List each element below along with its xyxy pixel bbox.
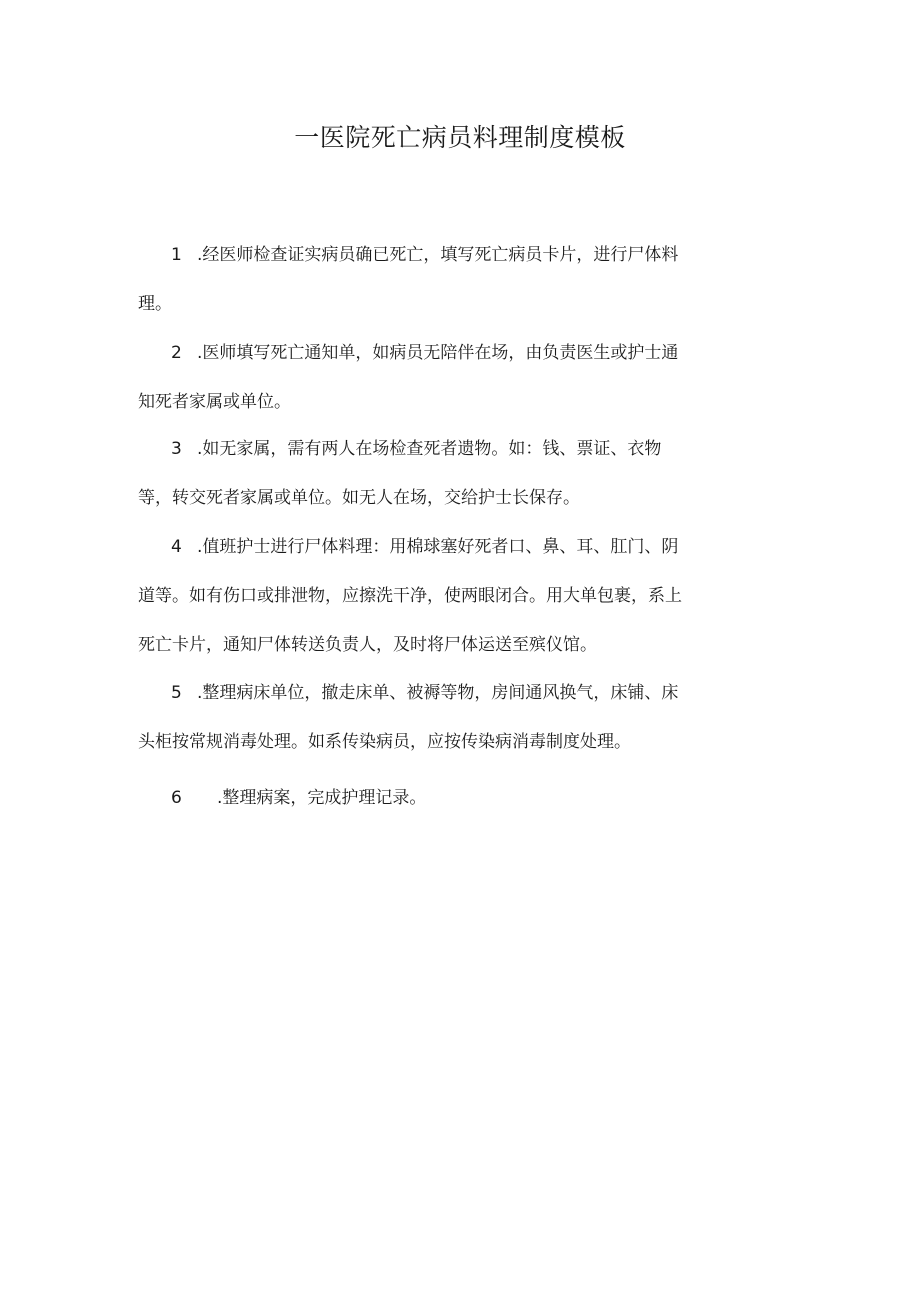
rule-item-line	[138, 523, 783, 572]
rule-item-line	[138, 774, 783, 823]
rule-item-line	[138, 425, 783, 474]
rule-item-text: .整理病案，完成护理记录。	[217, 788, 427, 808]
rule-item-number: 3	[171, 439, 182, 459]
rule-item-line	[138, 669, 783, 718]
rule-item-number: 2	[171, 343, 182, 363]
rule-item-line: 理。	[138, 294, 172, 314]
rule-item-line: 死亡卡片，通知尸体转送负责人，及时将尸体运送至殡仪馆。	[138, 635, 597, 655]
rule-item-2	[138, 329, 783, 427]
document-title: 一医院死亡病员料理制度模板	[294, 123, 626, 152]
rule-item-5	[138, 669, 783, 767]
rule-item-number: 1	[171, 245, 182, 265]
rule-item-line: 头柜按常规消毒处理。如系传染病员，应按传染病消毒制度处理。	[138, 732, 631, 752]
rule-item-line: 等，转交死者家属或单位。如无人在场，交给护士长保存。	[138, 488, 580, 508]
rule-item-number: 4	[171, 537, 182, 557]
rule-item-text: .值班护士进行尸体料理：用棉球塞好死者口、鼻、耳、肛门、阴	[197, 537, 679, 557]
rule-item-text: .如无家属，需有两人在场检查死者遗物。如：钱、票证、衣物	[197, 439, 662, 459]
rule-item-line	[138, 231, 783, 280]
rule-item-line	[138, 329, 783, 378]
rule-item-text: .医师填写死亡通知单，如病员无陪伴在场，由负责医生或护士通	[197, 343, 679, 363]
rule-item-6	[138, 774, 783, 823]
rule-item-number: 6	[171, 788, 182, 808]
rule-item-text: .整理病床单位，撤走床单、被褥等物，房间通风换气，床铺、床	[197, 683, 679, 703]
rule-item-text: .经医师检查证实病员确已死亡，填写死亡病员卡片，进行尸体料	[197, 245, 679, 265]
rule-item-4	[138, 523, 783, 670]
rule-item-3	[138, 425, 783, 523]
rule-item-line: 知死者家属或单位。	[138, 392, 291, 412]
rule-item-1	[138, 231, 783, 329]
rule-item-line: 道等。如有伤口或排泄物，应擦洗干净，使两眼闭合。用大单包裹，系上	[138, 586, 682, 606]
rule-item-number: 5	[171, 683, 182, 703]
